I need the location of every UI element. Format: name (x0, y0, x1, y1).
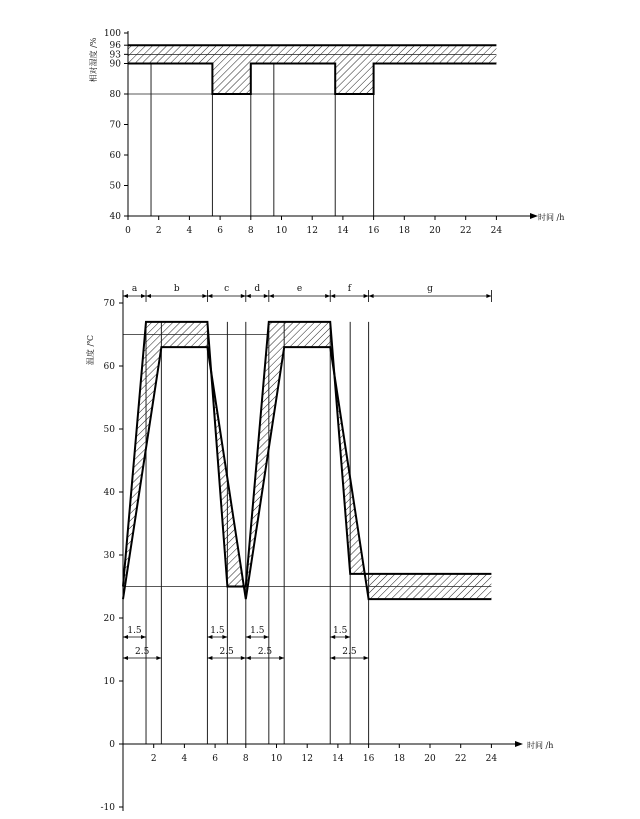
duration-arrow-left (246, 656, 251, 660)
duration-arrow-right (264, 635, 269, 639)
duration-label: 1.5 (333, 626, 348, 636)
phase-arrow-right (264, 294, 269, 298)
phase-arrow-left (146, 294, 151, 298)
duration-arrow-left (123, 656, 128, 660)
duration-label: 2.5 (135, 647, 150, 657)
temperature-tolerance-band (123, 322, 491, 599)
x-tick-label: 24 (485, 754, 498, 764)
x-axis-arrow (515, 741, 523, 747)
x-tick-label: 22 (454, 754, 467, 764)
duration-arrow-right (364, 656, 369, 660)
x-tick-label: 16 (362, 754, 375, 764)
y-tick-label: 40 (109, 212, 121, 222)
phase-arrow-left (369, 294, 374, 298)
x-tick-label: 4 (181, 754, 188, 764)
phase-label: b (173, 284, 180, 294)
phase-label: c (224, 284, 230, 294)
y-tick-label: 0 (109, 740, 115, 750)
phase-arrow-right (325, 294, 330, 298)
x-tick-label: 24 (490, 226, 503, 236)
x-tick-label: 2 (155, 226, 162, 236)
phase-arrow-right (202, 294, 207, 298)
x-tick-label: 10 (270, 754, 283, 764)
humidity-lower-limit-line (128, 64, 496, 95)
y-tick-label: 20 (103, 614, 115, 624)
y-axis-label: 相对湿度 /% (89, 37, 98, 83)
x-tick-label: 4 (186, 226, 193, 236)
duration-arrow-right (141, 635, 146, 639)
y-tick-label: 40 (103, 488, 115, 498)
phase-arrow-right (141, 294, 146, 298)
x-tick-label: 0 (125, 226, 131, 236)
duration-arrow-left (207, 656, 212, 660)
duration-label: 1.5 (250, 626, 265, 636)
y-tick-label: 60 (109, 151, 121, 161)
y-tick-label: 90 (109, 59, 121, 70)
duration-arrow-left (330, 656, 335, 660)
phase-label: d (254, 284, 261, 294)
phase-arrow-left (207, 294, 212, 298)
temperature-lower-limit-line (123, 347, 491, 599)
phase-label: g (427, 284, 433, 294)
x-axis-label: 时间 /h (538, 213, 565, 222)
temperature-upper-limit-line (123, 322, 491, 587)
y-tick-label: 70 (103, 299, 115, 309)
y-tick-label: 50 (103, 425, 115, 435)
x-tick-label: 22 (459, 226, 472, 236)
phase-arrow-left (269, 294, 274, 298)
phase-arrow-right (364, 294, 369, 298)
y-tick-label: -10 (100, 803, 115, 813)
x-axis-arrow (530, 213, 538, 219)
phase-arrow-right (241, 294, 246, 298)
y-tick-label: 70 (109, 120, 121, 131)
y-tick-label: 100 (103, 29, 121, 39)
phase-arrow-right (486, 294, 491, 298)
x-tick-label: 8 (247, 226, 254, 236)
y-tick-label: 50 (109, 181, 121, 192)
duration-label: 1.5 (210, 626, 225, 636)
x-tick-label: 14 (332, 754, 344, 764)
y-axis-label: 温度 /℃ (86, 334, 95, 366)
duration-label: 2.5 (257, 647, 273, 657)
x-tick-label: 12 (301, 754, 313, 764)
phase-arrow-left (330, 294, 335, 298)
x-tick-label: 2 (150, 754, 157, 764)
temperature-chart (85, 284, 553, 813)
duration-label: 2.5 (342, 647, 357, 657)
duration-arrow-right (241, 656, 246, 660)
phase-label: e (296, 284, 303, 294)
y-tick-label: 80 (109, 90, 121, 100)
phase-arrow-left (123, 294, 128, 298)
x-tick-label: 8 (242, 754, 249, 764)
duration-arrow-right (156, 656, 161, 660)
duration-label: 1.5 (127, 626, 142, 636)
x-tick-label: 14 (337, 226, 349, 236)
x-tick-label: 6 (212, 754, 218, 764)
humidity-chart (88, 29, 564, 236)
duration-arrow-right (279, 656, 284, 660)
duration-label: 2.5 (219, 647, 234, 657)
y-tick-label: 96 (109, 41, 121, 52)
y-tick-label: 30 (103, 551, 115, 561)
x-tick-label: 20 (424, 754, 436, 764)
phase-label: f (347, 284, 352, 294)
x-tick-label: 10 (275, 226, 288, 236)
y-tick-label: 60 (103, 362, 115, 372)
x-tick-label: 12 (306, 226, 318, 236)
x-tick-label: 16 (367, 226, 380, 236)
y-tick-label: 93 (109, 50, 121, 61)
x-axis-label: 时间 /h (527, 741, 554, 750)
x-tick-label: 18 (398, 226, 411, 236)
y-tick-label: 10 (103, 677, 115, 687)
phase-arrow-left (246, 294, 251, 298)
phase-label: a (131, 284, 138, 294)
x-tick-label: 18 (393, 754, 406, 764)
x-tick-label: 6 (217, 226, 223, 236)
humidity-tolerance-band (128, 45, 496, 94)
x-tick-label: 20 (429, 226, 441, 236)
